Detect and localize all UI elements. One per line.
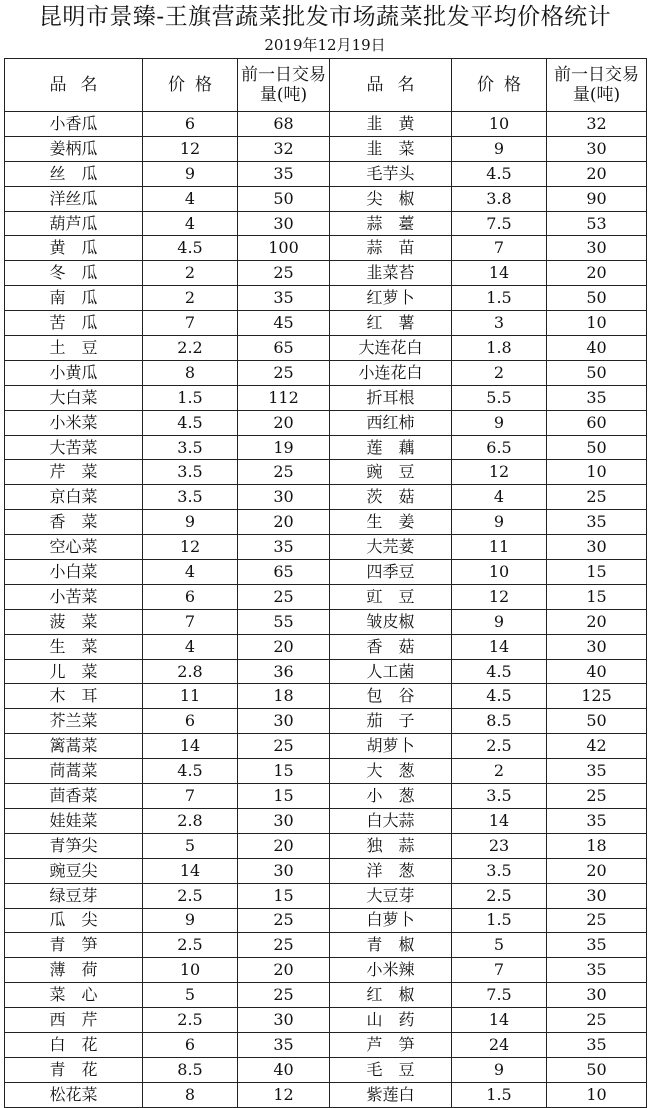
volume-cell: 25 <box>238 908 330 933</box>
vegetable-name-cell: 冬 瓜 <box>5 261 143 286</box>
volume-cell: 60 <box>547 410 647 435</box>
price-cell: 9 <box>452 609 547 634</box>
col-header-price: 价格 <box>452 59 547 112</box>
volume-cell: 40 <box>238 1057 330 1082</box>
volume-cell: 30 <box>547 136 647 161</box>
price-cell: 9 <box>452 410 547 435</box>
price-cell: 8 <box>143 1082 238 1107</box>
table-row <box>5 808 647 833</box>
table-row <box>5 112 647 137</box>
col-header-price: 价格 <box>143 59 238 112</box>
table-row <box>5 833 647 858</box>
vegetable-name-cell: 胡萝卜 <box>330 734 452 759</box>
vegetable-name-cell: 松花菜 <box>5 1082 143 1107</box>
volume-cell: 35 <box>547 808 647 833</box>
table-row <box>5 360 647 385</box>
volume-cell: 10 <box>547 1082 647 1107</box>
price-cell: 10 <box>452 112 547 137</box>
price-cell: 1.5 <box>452 908 547 933</box>
volume-cell: 55 <box>238 609 330 634</box>
price-cell: 12 <box>143 535 238 560</box>
price-cell: 14 <box>452 1008 547 1033</box>
volume-cell: 25 <box>547 1008 647 1033</box>
vegetable-name-cell: 儿 菜 <box>5 659 143 684</box>
price-cell: 1.8 <box>452 336 547 361</box>
vegetable-name-cell: 绿豆芽 <box>5 883 143 908</box>
price-cell: 8 <box>143 360 238 385</box>
table-row <box>5 734 647 759</box>
price-cell: 1.5 <box>143 385 238 410</box>
vegetable-name-cell: 青 花 <box>5 1057 143 1082</box>
price-cell: 2.5 <box>143 883 238 908</box>
table-row <box>5 684 647 709</box>
vegetable-name-cell: 瓜 尖 <box>5 908 143 933</box>
price-cell: 2.5 <box>452 734 547 759</box>
col-header-volume <box>238 59 330 112</box>
table-row <box>5 933 647 958</box>
volume-cell: 30 <box>238 858 330 883</box>
volume-cell: 32 <box>547 112 647 137</box>
vegetable-name-cell: 小白菜 <box>5 560 143 585</box>
vegetable-name-cell: 葫芦瓜 <box>5 211 143 236</box>
table-header-row <box>5 59 647 112</box>
price-cell: 11 <box>143 684 238 709</box>
col-header-volume-line1: 前一日交易 <box>554 65 639 85</box>
vegetable-name-cell: 韭 黄 <box>330 112 452 137</box>
table-row <box>5 136 647 161</box>
col-header-volume-line2: 量(吨) <box>259 85 308 105</box>
vegetable-name-cell: 紫莲白 <box>330 1082 452 1107</box>
vegetable-name-cell: 白大蒜 <box>330 808 452 833</box>
volume-cell: 30 <box>547 983 647 1008</box>
price-cell: 2 <box>143 286 238 311</box>
table-row <box>5 410 647 435</box>
price-cell: 1.5 <box>452 1082 547 1107</box>
volume-cell: 15 <box>238 883 330 908</box>
vegetable-name-cell: 小米菜 <box>5 410 143 435</box>
volume-cell: 50 <box>547 286 647 311</box>
table-row <box>5 236 647 261</box>
vegetable-name-cell: 土 豆 <box>5 336 143 361</box>
volume-cell: 30 <box>238 709 330 734</box>
volume-cell: 19 <box>238 435 330 460</box>
volume-cell: 20 <box>547 261 647 286</box>
vegetable-name-cell: 茴香菜 <box>5 784 143 809</box>
table-row <box>5 560 647 585</box>
volume-cell: 35 <box>547 1032 647 1057</box>
volume-cell: 20 <box>547 161 647 186</box>
volume-cell: 53 <box>547 211 647 236</box>
vegetable-name-cell: 大芫荽 <box>330 535 452 560</box>
vegetable-name-cell: 皱皮椒 <box>330 609 452 634</box>
table-row <box>5 186 647 211</box>
vegetable-name-cell: 茨 菇 <box>330 485 452 510</box>
vegetable-name-cell: 洋丝瓜 <box>5 186 143 211</box>
vegetable-name-cell: 大苦菜 <box>5 435 143 460</box>
volume-cell: 35 <box>547 958 647 983</box>
volume-cell: 40 <box>547 336 647 361</box>
volume-cell: 50 <box>547 1057 647 1082</box>
volume-cell: 25 <box>547 908 647 933</box>
price-cell: 9 <box>452 1057 547 1082</box>
price-cell: 2.5 <box>452 883 547 908</box>
vegetable-name-cell: 香 菇 <box>330 634 452 659</box>
table-row <box>5 958 647 983</box>
volume-cell: 20 <box>547 858 647 883</box>
volume-cell: 125 <box>547 684 647 709</box>
table-row <box>5 609 647 634</box>
volume-cell: 40 <box>547 659 647 684</box>
vegetable-name-cell: 蒜 薹 <box>330 211 452 236</box>
table-row <box>5 286 647 311</box>
volume-cell: 18 <box>238 684 330 709</box>
vegetable-name-cell: 薄 荷 <box>5 958 143 983</box>
volume-cell: 100 <box>238 236 330 261</box>
vegetable-name-cell: 小米辣 <box>330 958 452 983</box>
volume-cell: 20 <box>238 958 330 983</box>
vegetable-name-cell: 香 菜 <box>5 510 143 535</box>
vegetable-name-cell: 人工菌 <box>330 659 452 684</box>
price-cell: 2 <box>143 261 238 286</box>
price-cell: 1.5 <box>452 286 547 311</box>
price-cell: 4.5 <box>143 410 238 435</box>
volume-cell: 15 <box>547 560 647 585</box>
vegetable-name-cell: 茄 子 <box>330 709 452 734</box>
price-cell: 12 <box>143 136 238 161</box>
price-cell: 10 <box>452 560 547 585</box>
price-cell: 7 <box>143 311 238 336</box>
vegetable-name-cell: 红萝卜 <box>330 286 452 311</box>
col-header-volume-line1: 前一日交易 <box>241 65 326 85</box>
vegetable-name-cell: 姜柄瓜 <box>5 136 143 161</box>
vegetable-name-cell: 大白菜 <box>5 385 143 410</box>
volume-cell: 30 <box>238 808 330 833</box>
price-cell: 4.5 <box>452 659 547 684</box>
volume-cell: 20 <box>238 833 330 858</box>
vegetable-name-cell: 生 菜 <box>5 634 143 659</box>
price-cell: 10 <box>143 958 238 983</box>
table-row <box>5 1032 647 1057</box>
price-cell: 9 <box>143 510 238 535</box>
table-row <box>5 1057 647 1082</box>
vegetable-name-cell: 生 姜 <box>330 510 452 535</box>
table-row <box>5 1082 647 1107</box>
table-row <box>5 1008 647 1033</box>
vegetable-name-cell: 大 葱 <box>330 759 452 784</box>
vegetable-name-cell: 小 葱 <box>330 784 452 809</box>
price-cell: 2.5 <box>143 933 238 958</box>
price-cell: 2.8 <box>143 659 238 684</box>
table-row <box>5 584 647 609</box>
volume-cell: 30 <box>547 883 647 908</box>
vegetable-name-cell: 独 蒜 <box>330 833 452 858</box>
vegetable-name-cell: 豌 豆 <box>330 460 452 485</box>
price-cell: 3.8 <box>452 186 547 211</box>
price-cell: 7 <box>452 958 547 983</box>
col-header-volume-line2: 量(吨) <box>572 85 621 105</box>
price-cell: 14 <box>143 858 238 883</box>
table-row <box>5 908 647 933</box>
vegetable-name-cell: 篱蒿菜 <box>5 734 143 759</box>
price-cell: 14 <box>452 634 547 659</box>
price-cell: 14 <box>452 261 547 286</box>
vegetable-name-cell: 南 瓜 <box>5 286 143 311</box>
vegetable-name-cell: 小黄瓜 <box>5 360 143 385</box>
price-cell: 7 <box>143 784 238 809</box>
price-cell: 8.5 <box>452 709 547 734</box>
volume-cell: 18 <box>547 833 647 858</box>
price-cell: 3.5 <box>143 460 238 485</box>
volume-cell: 65 <box>238 560 330 585</box>
volume-cell: 30 <box>547 634 647 659</box>
col-header-name: 品名 <box>5 59 143 112</box>
price-cell: 4 <box>143 186 238 211</box>
volume-cell: 30 <box>547 535 647 560</box>
vegetable-name-cell: 包 谷 <box>330 684 452 709</box>
volume-cell: 25 <box>238 933 330 958</box>
volume-cell: 36 <box>238 659 330 684</box>
table-row <box>5 460 647 485</box>
volume-cell: 20 <box>547 609 647 634</box>
vegetable-name-cell: 大连花白 <box>330 336 452 361</box>
volume-cell: 65 <box>238 336 330 361</box>
price-cell: 3.5 <box>143 485 238 510</box>
volume-cell: 20 <box>238 510 330 535</box>
volume-cell: 30 <box>238 1008 330 1033</box>
price-cell: 5.5 <box>452 385 547 410</box>
col-header-name: 品名 <box>330 59 452 112</box>
price-cell: 2.2 <box>143 336 238 361</box>
vegetable-name-cell: 红 椒 <box>330 983 452 1008</box>
price-cell: 2 <box>452 759 547 784</box>
vegetable-name-cell: 芦 笋 <box>330 1032 452 1057</box>
vegetable-name-cell: 苦 瓜 <box>5 311 143 336</box>
price-cell: 3.5 <box>452 784 547 809</box>
volume-cell: 15 <box>238 784 330 809</box>
price-cell: 5 <box>143 983 238 1008</box>
volume-cell: 68 <box>238 112 330 137</box>
table-row <box>5 759 647 784</box>
price-cell: 6 <box>143 584 238 609</box>
price-cell: 4 <box>143 634 238 659</box>
volume-cell: 35 <box>547 385 647 410</box>
price-cell: 5 <box>452 933 547 958</box>
volume-cell: 35 <box>238 535 330 560</box>
volume-cell: 25 <box>238 460 330 485</box>
table-row <box>5 659 647 684</box>
col-header-volume <box>547 59 647 112</box>
table-row <box>5 211 647 236</box>
vegetable-name-cell: 尖 椒 <box>330 186 452 211</box>
volume-cell: 30 <box>547 236 647 261</box>
table-row <box>5 784 647 809</box>
price-cell: 7 <box>452 236 547 261</box>
price-cell: 9 <box>452 510 547 535</box>
table-row <box>5 983 647 1008</box>
price-cell: 9 <box>143 908 238 933</box>
vegetable-name-cell: 小苦菜 <box>5 584 143 609</box>
vegetable-name-cell: 蒜 苗 <box>330 236 452 261</box>
vegetable-name-cell: 豇 豆 <box>330 584 452 609</box>
table-row <box>5 535 647 560</box>
vegetable-name-cell: 京白菜 <box>5 485 143 510</box>
vegetable-name-cell: 红 薯 <box>330 311 452 336</box>
volume-cell: 35 <box>547 933 647 958</box>
price-cell: 3.5 <box>452 858 547 883</box>
price-cell: 8.5 <box>143 1057 238 1082</box>
volume-cell: 25 <box>238 360 330 385</box>
volume-cell: 90 <box>547 186 647 211</box>
vegetable-name-cell: 青笋尖 <box>5 833 143 858</box>
table-row <box>5 261 647 286</box>
volume-cell: 35 <box>238 286 330 311</box>
price-cell: 2.5 <box>143 1008 238 1033</box>
volume-cell: 30 <box>238 485 330 510</box>
vegetable-name-cell: 丝 瓜 <box>5 161 143 186</box>
volume-cell: 50 <box>547 360 647 385</box>
table-body <box>5 112 647 1108</box>
price-cell: 4.5 <box>452 684 547 709</box>
price-cell: 7.5 <box>452 983 547 1008</box>
price-cell: 9 <box>143 161 238 186</box>
table-row <box>5 311 647 336</box>
volume-cell: 35 <box>547 510 647 535</box>
volume-cell: 10 <box>547 460 647 485</box>
volume-cell: 12 <box>238 1082 330 1107</box>
vegetable-name-cell: 毛芋头 <box>330 161 452 186</box>
volume-cell: 50 <box>547 435 647 460</box>
vegetable-name-cell: 娃娃菜 <box>5 808 143 833</box>
vegetable-name-cell: 四季豆 <box>330 560 452 585</box>
report-date: 2019年12月19日 <box>264 36 386 54</box>
price-cell: 4.5 <box>452 161 547 186</box>
price-table <box>4 58 647 1108</box>
volume-cell: 25 <box>238 261 330 286</box>
vegetable-name-cell: 空心菜 <box>5 535 143 560</box>
vegetable-name-cell: 折耳根 <box>330 385 452 410</box>
volume-cell: 15 <box>547 584 647 609</box>
volume-cell: 112 <box>238 385 330 410</box>
vegetable-name-cell: 韭菜苔 <box>330 261 452 286</box>
vegetable-name-cell: 木 耳 <box>5 684 143 709</box>
table-row <box>5 385 647 410</box>
vegetable-name-cell: 西红柿 <box>330 410 452 435</box>
volume-cell: 50 <box>547 709 647 734</box>
vegetable-name-cell: 韭 菜 <box>330 136 452 161</box>
price-cell: 5 <box>143 833 238 858</box>
price-cell: 4 <box>143 560 238 585</box>
price-cell: 2.8 <box>143 808 238 833</box>
price-cell: 2 <box>452 360 547 385</box>
vegetable-name-cell: 莲 藕 <box>330 435 452 460</box>
vegetable-name-cell: 小连花白 <box>330 360 452 385</box>
volume-cell: 10 <box>547 311 647 336</box>
vegetable-name-cell: 大豆芽 <box>330 883 452 908</box>
price-cell: 4 <box>452 485 547 510</box>
vegetable-name-cell: 西 芹 <box>5 1008 143 1033</box>
volume-cell: 30 <box>238 211 330 236</box>
table-row <box>5 883 647 908</box>
table-row <box>5 485 647 510</box>
vegetable-name-cell: 毛 豆 <box>330 1057 452 1082</box>
price-cell: 6 <box>143 112 238 137</box>
volume-cell: 42 <box>547 734 647 759</box>
vegetable-name-cell: 白 花 <box>5 1032 143 1057</box>
price-cell: 4 <box>143 211 238 236</box>
vegetable-name-cell: 黄 瓜 <box>5 236 143 261</box>
table-row <box>5 510 647 535</box>
volume-cell: 25 <box>238 983 330 1008</box>
price-cell: 3.5 <box>143 435 238 460</box>
table-row <box>5 634 647 659</box>
price-cell: 4.5 <box>143 759 238 784</box>
table-row <box>5 336 647 361</box>
volume-cell: 35 <box>238 161 330 186</box>
volume-cell: 25 <box>547 485 647 510</box>
price-cell: 12 <box>452 584 547 609</box>
vegetable-name-cell: 青 笋 <box>5 933 143 958</box>
vegetable-name-cell: 茼蒿菜 <box>5 759 143 784</box>
volume-cell: 25 <box>238 584 330 609</box>
volume-cell: 35 <box>547 759 647 784</box>
volume-cell: 20 <box>238 634 330 659</box>
vegetable-name-cell: 小香瓜 <box>5 112 143 137</box>
price-cell: 12 <box>452 460 547 485</box>
volume-cell: 25 <box>238 734 330 759</box>
volume-cell: 25 <box>547 784 647 809</box>
table-row <box>5 858 647 883</box>
price-cell: 9 <box>452 136 547 161</box>
table-row <box>5 709 647 734</box>
price-cell: 4.5 <box>143 236 238 261</box>
table-row <box>5 161 647 186</box>
vegetable-name-cell: 菠 菜 <box>5 609 143 634</box>
page-title: 昆明市景臻-王旗营蔬菜批发市场蔬菜批发平均价格统计 <box>38 4 612 30</box>
vegetable-name-cell: 洋 葱 <box>330 858 452 883</box>
volume-cell: 45 <box>238 311 330 336</box>
vegetable-name-cell: 芥兰菜 <box>5 709 143 734</box>
vegetable-name-cell: 菜 心 <box>5 983 143 1008</box>
vegetable-name-cell: 白萝卜 <box>330 908 452 933</box>
price-cell: 7 <box>143 609 238 634</box>
price-cell: 7.5 <box>452 211 547 236</box>
price-cell: 3 <box>452 311 547 336</box>
volume-cell: 32 <box>238 136 330 161</box>
volume-cell: 50 <box>238 186 330 211</box>
vegetable-name-cell: 芹 菜 <box>5 460 143 485</box>
vegetable-name-cell: 山 药 <box>330 1008 452 1033</box>
price-cell: 6.5 <box>452 435 547 460</box>
price-cell: 6 <box>143 709 238 734</box>
volume-cell: 15 <box>238 759 330 784</box>
price-cell: 11 <box>452 535 547 560</box>
price-cell: 6 <box>143 1032 238 1057</box>
price-cell: 24 <box>452 1032 547 1057</box>
table-row <box>5 435 647 460</box>
price-cell: 23 <box>452 833 547 858</box>
vegetable-name-cell: 豌豆尖 <box>5 858 143 883</box>
vegetable-name-cell: 青 椒 <box>330 933 452 958</box>
price-cell: 14 <box>143 734 238 759</box>
volume-cell: 20 <box>238 410 330 435</box>
volume-cell: 35 <box>238 1032 330 1057</box>
price-cell: 14 <box>452 808 547 833</box>
